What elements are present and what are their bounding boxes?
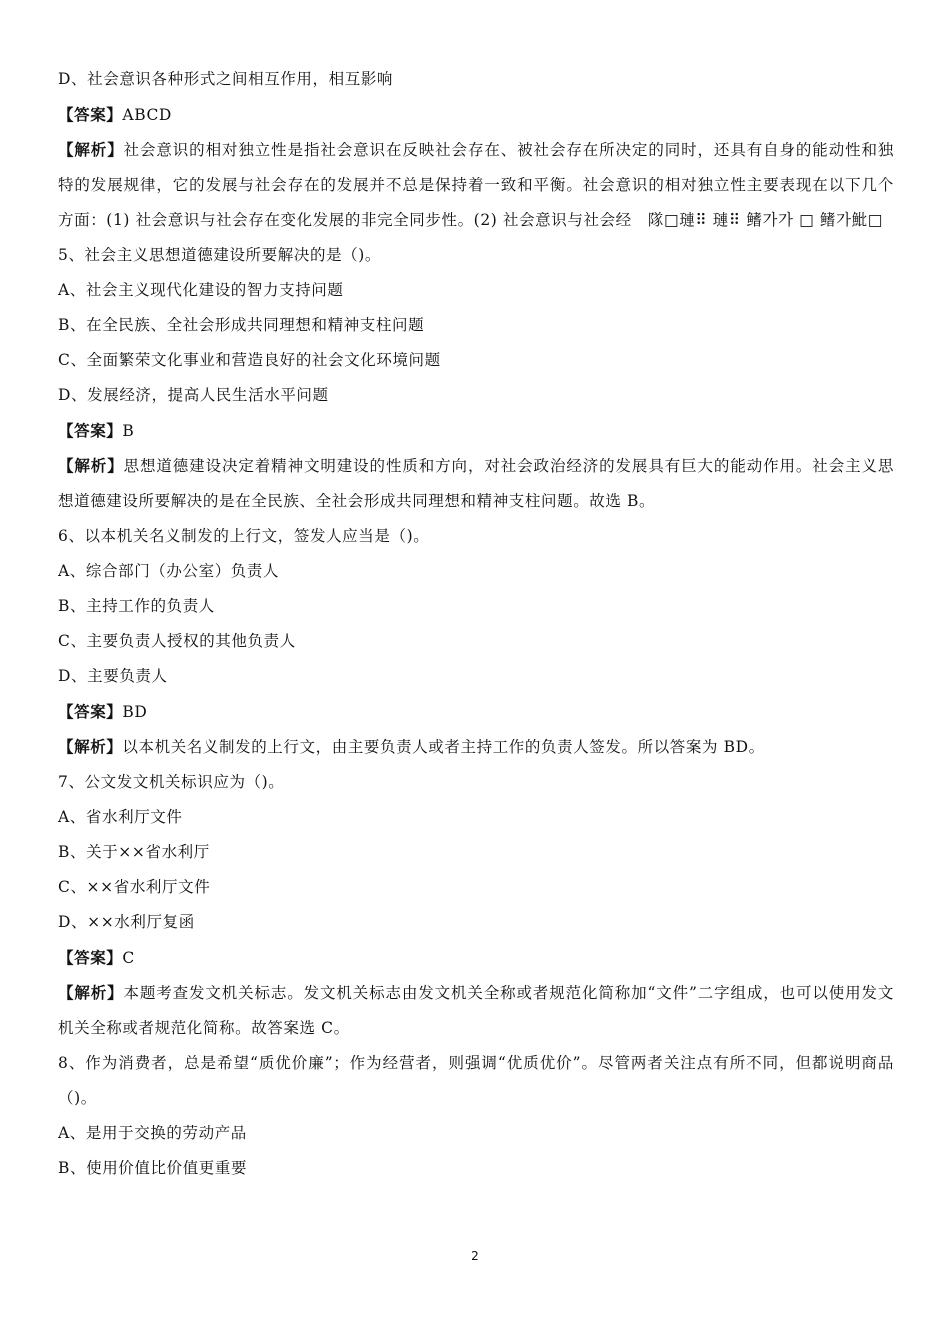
option-line: D、主要负责人 [58,667,168,685]
answer-text: B [122,422,135,440]
option-line: B、使用价值比价值更重要 [58,1159,248,1177]
question-line: 6、以本机关名义制发的上行文，签发人应当是（)。 [58,527,430,545]
analysis-paragraph [58,975,894,1046]
analysis-text: 社会意识的相对独立性是指社会意识在反映社会存在、被社会存在所决定的同时，还具有自身的能动性和独特的发展规律，它的发展与社会存在的发展并不总是保持着一致和平衡。社会意识的相对独立性主要表现在以下几个方面：(1) 社会意识与社会存在变化发展的非完全同步性。(2) 社会意识与社会经 隊□璉⠿ 璉⠿ 鳍가가 □ 鳍가魮□ [58,141,894,229]
option-line: B、主持工作的负责人 [58,597,215,615]
question-paragraph: 8、作为消费者，总是希望“质优价廉”；作为经营者，则强调“优质优价”。尽管两者关注点有所不同，但都说明商品（)。 [58,1054,894,1107]
option-line: A、省水利厅文件 [58,808,183,826]
document-body [58,62,894,1186]
analysis-paragraph [58,729,894,765]
answer-line [58,97,894,132]
answer-line [58,413,894,448]
question-line: 5、社会主义思想道德建设所要解决的是（)。 [58,246,382,264]
option-line: C、××省水利厅文件 [58,878,211,896]
option-line: B、在全民族、全社会形成共同理想和精神支柱问题 [58,316,425,334]
option-line: C、主要负责人授权的其他负责人 [58,632,296,650]
option-line: D、××水利厅复函 [58,913,195,931]
analysis-label: 【解析】 [58,983,124,1002]
analysis-paragraph [58,448,894,519]
option-line: A、综合部门（办公室）负责人 [58,562,280,580]
answer-text: BD [122,703,148,721]
answer-label: 【答案】 [58,948,123,967]
option-line: D、社会意识各种形式之间相互作用，相互影响 [58,70,394,88]
option-line: A、社会主义现代化建设的智力支持问题 [58,281,344,299]
option-line: B、关于××省水利厅 [58,843,210,861]
analysis-text: 思想道德建设决定着精神文明建设的性质和方向，对社会政治经济的发展具有巨大的能动作用。社会主义思想道德建设所要解决的是在全民族、全社会形成共同理想和精神支柱问题。故选 B。 [58,457,894,510]
answer-label: 【答案】 [58,105,123,124]
answer-label: 【答案】 [58,702,123,721]
answer-label: 【答案】 [58,421,123,440]
analysis-text: 以本机关名义制发的上行文，由主要负责人或者主持工作的负责人签发。所以答案为 BD。 [122,738,765,756]
page-number: 2 [471,1249,479,1263]
answer-text: ABCD [122,106,172,124]
option-line: D、发展经济，提高人民生活水平问题 [58,386,329,404]
answer-line [58,694,894,729]
answer-text: C [122,949,135,967]
analysis-label: 【解析】 [58,737,123,756]
analysis-label: 【解析】 [58,140,124,159]
analysis-text: 本题考查发文机关标志。发文机关标志由发文机关全称或者规范化简称加“文件”二字组成，也可以使用发文机关全称或者规范化简称。故答案选 C。 [58,984,894,1037]
question-line: 7、公文发文机关标识应为（)。 [58,773,285,791]
option-line: A、是用于交换的劳动产品 [58,1124,247,1142]
analysis-paragraph [58,132,894,238]
answer-line [58,940,894,975]
option-line: C、全面繁荣文化事业和营造良好的社会文化环境问题 [58,351,441,369]
analysis-label: 【解析】 [58,456,124,475]
